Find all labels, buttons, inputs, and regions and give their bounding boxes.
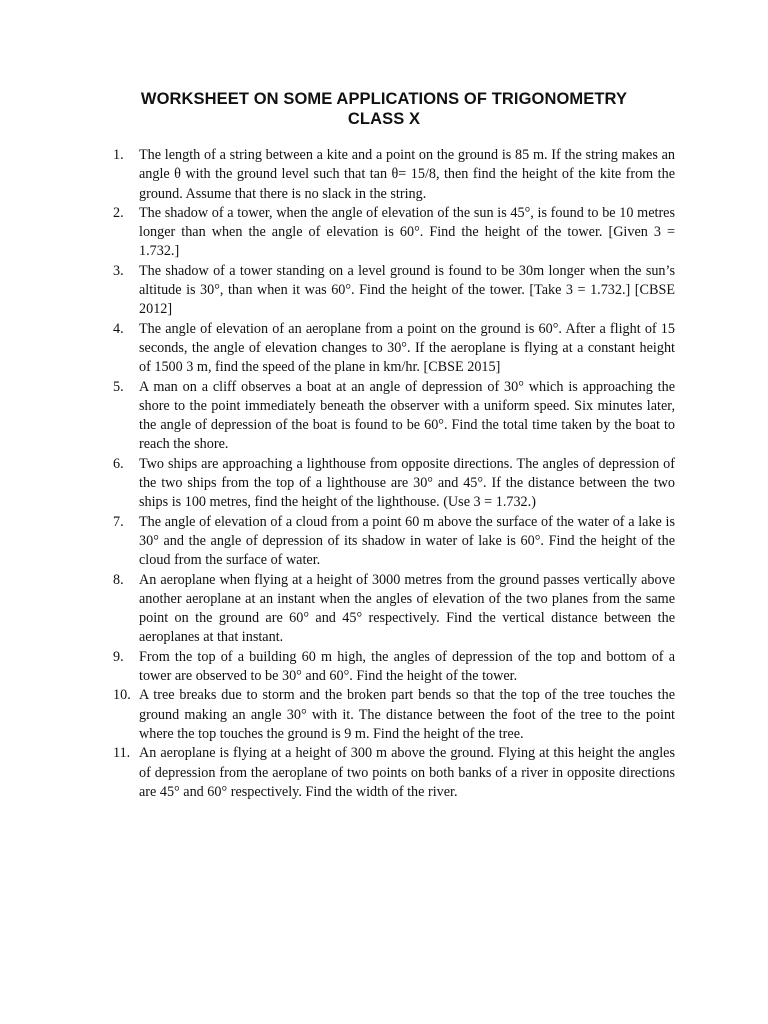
- question-number: 11.: [113, 745, 131, 762]
- question-text: Two ships are approaching a lighthouse from opposite directions. The angles of depression of the two ships from the top of a lighthouse are 30° and 45°. If the distance between the two ships is 100 metres, find the height of the lighthouse. (Use 3 = 1.732.): [139, 455, 675, 511]
- question-text: The length of a string between a kite and a point on the ground is 85 m. If the string makes an angle θ with the ground level such that tan θ= 15/8, then find the height of the kite from the ground. Assume that there is no slack in the string.: [139, 147, 675, 202]
- question-number: 1.: [113, 147, 124, 163]
- question-text: The angle of elevation of a cloud from a point 60 m above the surface of the water of a lake is 30° and the angle of depression of its shadow in water of lake is 60°. Find the height of the cloud from the surface of water.: [139, 513, 675, 569]
- question-item: [113, 378, 675, 455]
- question-item: [113, 686, 675, 744]
- question-item: [113, 320, 675, 378]
- question-text: The shadow of a tower standing on a level ground is found to be 30m longer when the sun’s altitude is 30°, than when it was 60°. Find the height of the tower. [Take 3 = 1.732.] [CBSE 2012]: [139, 262, 675, 318]
- question-number: 2.: [113, 204, 124, 221]
- question-item: [113, 455, 675, 513]
- question-number: 9.: [113, 648, 124, 665]
- question-text: A tree breaks due to storm and the broken part bends so that the top of the tree touches the ground making an angle 30° with it. The distance between the foot of the tree to the point where the top touches the ground is 9 m. Find the height of the tree.: [139, 687, 675, 742]
- question-item: [113, 513, 675, 571]
- question-item: [113, 146, 675, 204]
- question-number: 10.: [113, 687, 131, 704]
- question-item: [113, 744, 675, 802]
- question-number: 5.: [113, 378, 124, 395]
- question-list: [113, 146, 675, 802]
- question-item: [113, 204, 675, 262]
- question-text: The angle of elevation of an aeroplane from a point on the ground is 60°. After a flight of 15 seconds, the angle of elevation changes to 30°. If the aeroplane is flying at a constant height of 1500 3 m, find the speed of the plane in km/hr. [CBSE 2015]: [139, 320, 675, 376]
- question-item: [113, 571, 675, 648]
- question-number: 4.: [113, 320, 124, 337]
- worksheet-title: WORKSHEET ON SOME APPLICATIONS OF TRIGONOMETRY: [140, 90, 628, 108]
- question-number: 7.: [113, 513, 124, 530]
- question-item: [113, 262, 675, 320]
- question-text: From the top of a building 60 m high, the angles of depression of the top and bottom of a tower are observed to be 30° and 60°. Find the height of the tower.: [139, 648, 675, 685]
- question-item: [113, 648, 675, 687]
- question-number: 3.: [113, 262, 124, 279]
- question-number: 6.: [113, 455, 124, 472]
- question-number: 8.: [113, 571, 124, 588]
- worksheet-subtitle: CLASS X: [347, 110, 421, 128]
- question-text: The shadow of a tower, when the angle of elevation of the sun is 45°, is found to be 10 metres longer than when the angle of elevation is 60°. Find the height of the tower. [Given 3 = 1.732.]: [139, 204, 675, 260]
- question-text: An aeroplane is flying at a height of 300 m above the ground. Flying at this height the angles of depression from the aeroplane of two points on both banks of a river in opposite directions are 45° and 60° respectively. Find the width of the river.: [139, 745, 675, 800]
- question-text: A man on a cliff observes a boat at an angle of depression of 30° which is approaching the shore to the point immediately beneath the observer with a uniform speed. Six minutes later, the angle of depression of the boat is found to be 60°. Find the total time taken by the boat to reach the shore.: [139, 378, 675, 453]
- question-text: An aeroplane when flying at a height of 3000 metres from the ground passes vertically above another aeroplane at an instant when the angles of elevation of the two planes from the same point on the ground are 60° and 45° respectively. Find the vertical distance between the aeroplanes at that instant.: [139, 571, 675, 646]
